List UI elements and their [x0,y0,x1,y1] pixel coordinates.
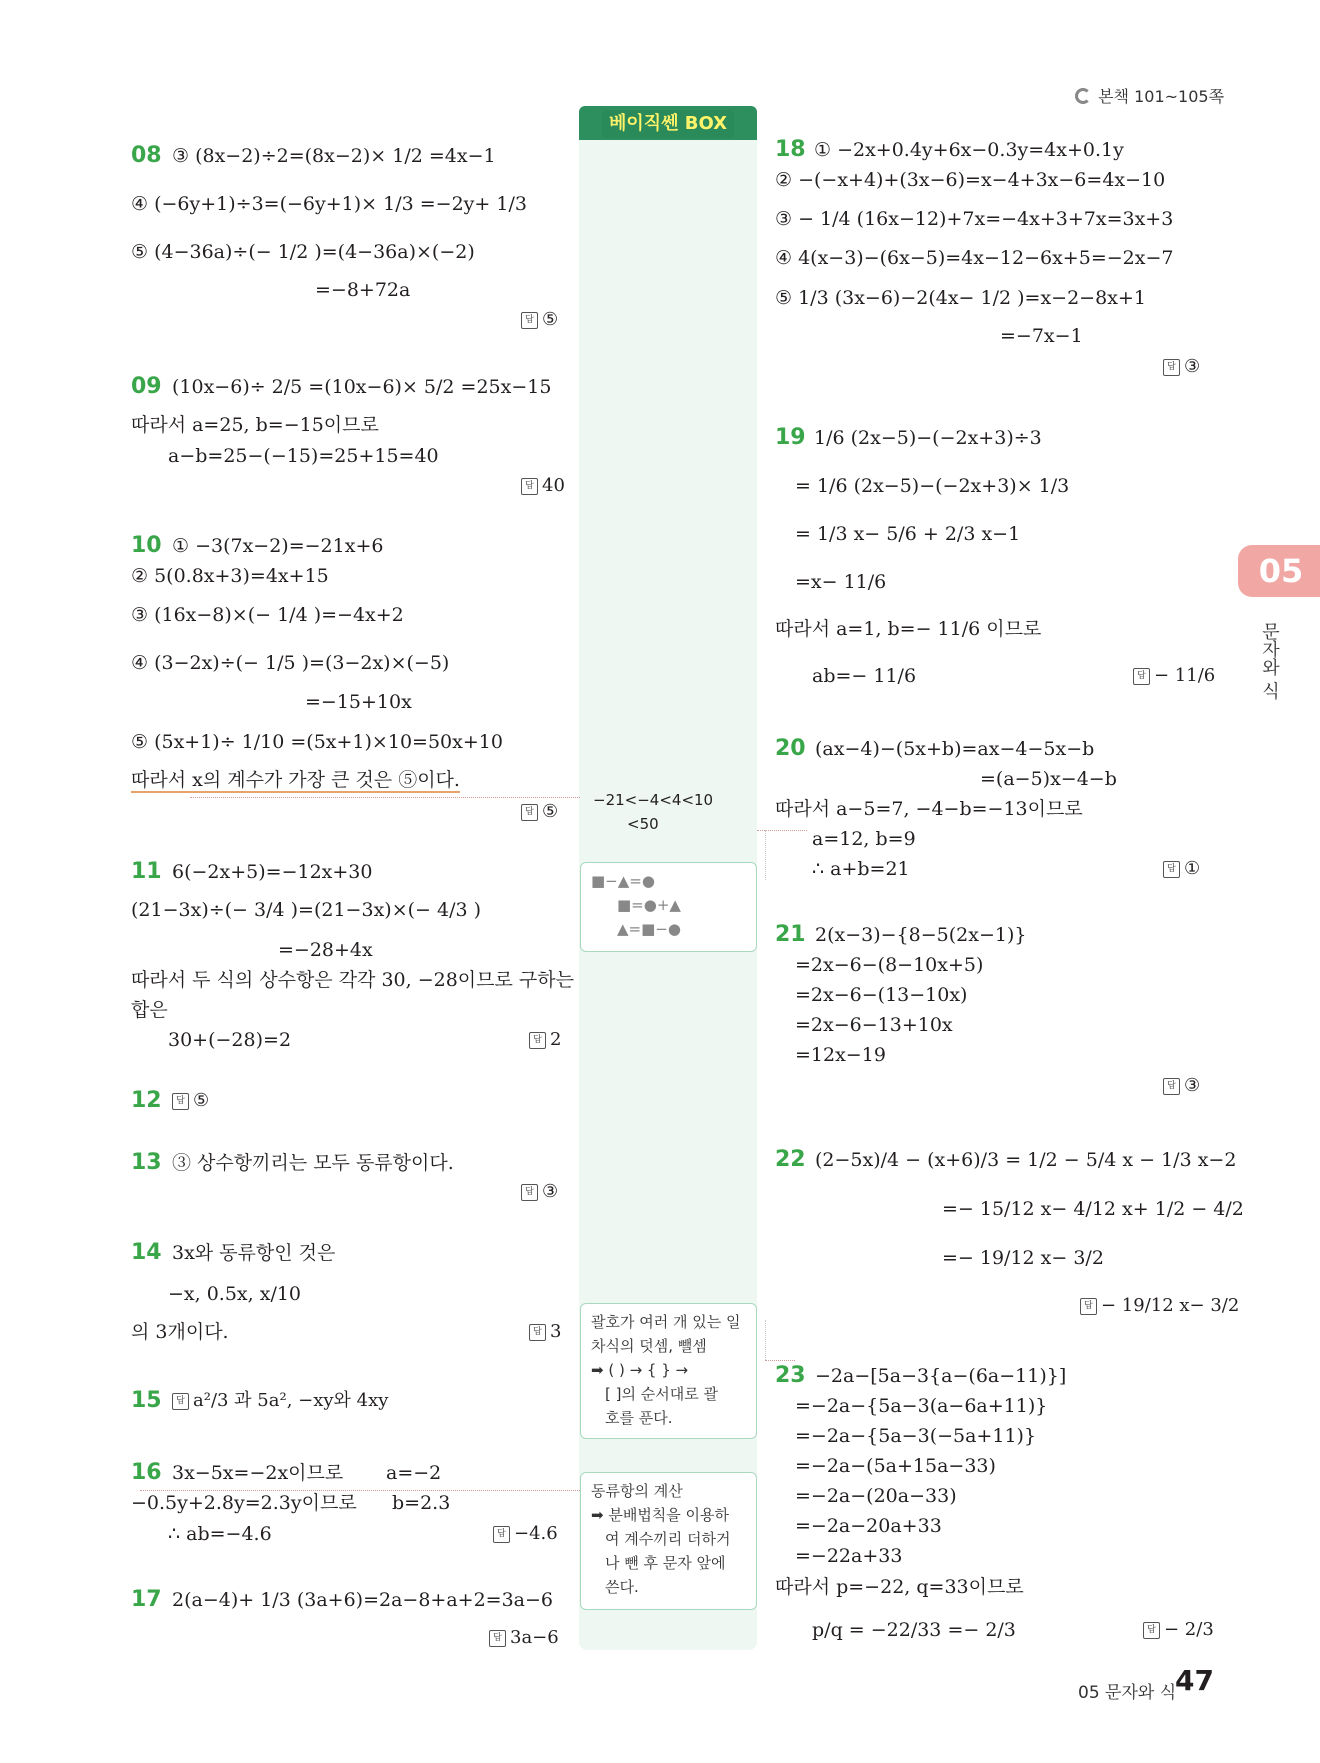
answer-mark-icon: 답 [493,1526,510,1543]
problem-22-answer-value: − 19/12 x− 3/2 [1101,1295,1240,1316]
chapter-tab: 05 [1238,545,1320,597]
problem-13-answer-value: ③ [542,1181,559,1202]
problem-14-number: 14 [131,1240,162,1265]
tip-brackets-line5: 호를 푼다. [605,1409,673,1427]
problem-21-line2: =2x−6−(8−10x+5) [795,954,984,976]
problem-19-line1: 1/6 (2x−5)−(−2x+3)÷3 [814,427,1042,449]
problem-14-line1: 3x와 동류항인 것은 [172,1242,336,1264]
answer-mark-icon: 답 [1143,1622,1160,1639]
page-reference [1075,84,1224,107]
problem-11-number: 11 [131,859,162,884]
problem-09-answer [521,474,565,498]
problem-09-number: 09 [131,374,162,399]
problem-10-line4: ④ (3−2x)÷(− 1/5 )=(3−2x)×(−5) [131,652,450,674]
problem-20-line2: =(a−5)x−4−b [980,768,1117,790]
problem-10-conclusion: 따라서 x의 계수가 가장 큰 것은 ⑤이다. [131,769,460,791]
problem-21-line1: 2(x−3)−{8−5(2x−1)} [815,924,1027,946]
problem-19-line4: =x− 11/6 [795,571,887,593]
tip-like-terms-line3: 여 계수끼리 더하거 [605,1530,731,1548]
problem-11-line1: 6(−2x+5)=−12x+30 [172,861,373,883]
box-rule-line3: ▲=■−● [617,920,681,938]
tip-brackets-line1: 괄호가 여러 개 있는 일 [591,1313,741,1331]
problem-14-answer [529,1320,561,1344]
problem-18-number: 18 [775,137,806,162]
problem-09-answer-value: 40 [542,475,565,496]
problem-16-line2a: −0.5y+2.8y=2.3y이므로 [131,1492,357,1514]
problem-08-line4: =−8+72a [315,279,411,301]
problem-22-line3: =− 19/12 x− 3/2 [942,1247,1104,1269]
problem-18-line2: ② −(−x+4)+(3x−6)=x−4+3x−6=4x−10 [775,169,1166,191]
problem-14-line2: −x, 0.5x, x/10 [168,1283,302,1305]
problem-21-line3: =2x−6−(13−10x) [795,984,968,1006]
connector-20-v [765,830,766,880]
answer-mark-icon: 답 [529,1324,546,1341]
problem-11-line2: (21−3x)÷(− 3/4 )=(21−3x)×(− 4/3 ) [131,899,482,921]
problem-08-answer [521,308,558,332]
problem-08-line2: ④ (−6y+1)÷3=(−6y+1)× 1/3 =−2y+ 1/3 [131,193,527,215]
answer-mark-icon: 답 [521,1184,538,1201]
problem-20-line3: 따라서 a−5=7, −4−b=−13이므로 [775,798,1083,820]
problem-13-number: 13 [131,1150,162,1175]
problem-23-answer [1143,1618,1214,1642]
problem-23-line5: =−2a−(20a−33) [795,1485,957,1507]
problem-21-line5: =12x−19 [795,1044,886,1066]
problem-10-number: 10 [131,533,162,558]
problem-10-line6: ⑤ (5x+1)÷ 1/10 =(5x+1)×10=50x+10 [131,731,503,753]
problem-08-number: 08 [131,143,162,168]
problem-10-line2: ② 5(0.8x+3)=4x+15 [131,565,329,587]
problem-08-answer-value: ⑤ [542,309,559,330]
problem-10-line7 [131,768,460,792]
tip-like-terms-line4: 나 뺀 후 문자 앞에 [605,1554,726,1572]
problem-23-answer-value: − 2/3 [1164,1619,1214,1640]
box-tip-like-terms [580,1472,757,1610]
problem-20-line4: a=12, b=9 [812,828,916,850]
problem-15-number: 15 [131,1388,162,1413]
problem-12-answer-value: ⑤ [193,1090,210,1111]
problem-19-answer-value: − 11/6 [1154,665,1216,686]
problem-21-answer [1163,1074,1200,1098]
problem-11-answer [529,1028,561,1052]
problem-10-line3: ③ (16x−8)×(− 1/4 )=−4x+2 [131,604,404,626]
problem-08-line1: ③ (8x−2)÷2=(8x−2)× 1/2 =4x−1 [172,145,496,167]
tip-brackets-line2: 차식의 덧셈, 뺄셈 [591,1337,707,1355]
answer-mark-icon: 답 [1163,359,1180,376]
connector-23-v [765,1320,766,1360]
problem-23-line8: 따라서 p=−22, q=33이므로 [775,1576,1024,1598]
problem-10-line5: =−15+10x [305,691,412,713]
problem-22-line2: =− 15/12 x− 4/12 x+ 1/2 − 4/2 [942,1198,1244,1220]
basic-box-title: 베이직쎈 BOX [602,110,734,138]
problem-19-number: 19 [775,425,806,450]
tip-like-terms-line1: 동류항의 계산 [591,1482,683,1500]
problem-18-line1: ① −2x+0.4y+6x−0.3y=4x+0.1y [814,139,1124,161]
problem-12-number: 12 [131,1088,162,1113]
problem-08-line3: ⑤ (4−36a)÷(− 1/2 )=(4−36a)×(−2) [131,241,475,263]
problem-23-line9: p/q = −22/33 =− 2/3 [812,1619,1016,1641]
answer-mark-icon: 답 [1163,1078,1180,1095]
answer-mark-icon: 답 [521,312,538,329]
problem-23-line6: =−2a−20a+33 [795,1515,942,1537]
problem-12-answer [172,1089,209,1113]
problem-21-line4: =2x−6−13+10x [795,1014,953,1036]
problem-19-line2: = 1/6 (2x−5)−(−2x+3)× 1/3 [795,475,1070,497]
problem-10-answer [521,800,558,824]
answer-mark-icon: 답 [529,1032,546,1049]
page-number: 47 [1175,1664,1214,1697]
box-rule-line1: ■−▲=● [591,872,655,890]
answer-mark-icon: 답 [172,1393,189,1410]
answer-mark-icon: 답 [1163,861,1180,878]
problem-23-line2: =−2a−{5a−3(a−6a+11)} [795,1395,1048,1417]
footer-chapter-label: 05 문자와 식 [1078,1683,1177,1703]
problem-16-number: 16 [131,1460,162,1485]
problem-20-answer [1163,857,1200,881]
answer-mark-icon: 답 [489,1630,506,1647]
answer-mark-icon: 답 [1133,668,1150,685]
problem-20-line5: ∴ a+b=21 [812,858,910,880]
box-inequality-note [593,788,713,836]
problem-11-line4: 따라서 두 식의 상수항은 각각 30, −28이므로 구하는 [131,969,574,991]
problem-22-line1: (2−5x)/4 − (x+6)/3 = 1/2 − 5/4 x − 1/3 x−2 [815,1149,1237,1171]
problem-16-line1b: a=−2 [386,1462,442,1484]
problem-17-number: 17 [131,1587,162,1612]
page-reference-text: 본책 101~105쪽 [1098,87,1225,106]
problem-20-number: 20 [775,736,806,761]
problem-17-line1: 2(a−4)+ 1/3 (3a+6)=2a−8+a+2=3a−6 [172,1589,554,1611]
problem-11-line6: 30+(−28)=2 [168,1029,292,1051]
problem-17-answer [489,1626,559,1650]
box-rule-card [580,862,757,952]
problem-09-line1: (10x−6)÷ 2/5 =(10x−6)× 5/2 =25x−15 [172,376,552,398]
chapter-side-title: 문자와 식 [1259,622,1280,700]
problem-19-line6: ab=− 11/6 [812,665,917,687]
problem-20-line1: (ax−4)−(5x+b)=ax−4−5x−b [815,738,1095,760]
problem-09-line3: a−b=25−(−15)=25+15=40 [168,445,439,467]
problem-15-answer [172,1389,388,1413]
tip-like-terms-line5: 쓴다. [605,1578,639,1596]
box-rule-line2: ■=●+▲ [617,896,681,914]
answer-mark-icon: 답 [521,804,538,821]
answer-mark-icon: 답 [1080,1298,1097,1315]
box-inequality-line1: −21<−4<4<10 [593,791,714,809]
box-tip-brackets [580,1303,757,1439]
problem-18-answer [1163,355,1200,379]
problem-16-answer [493,1522,558,1546]
problem-23-line1: −2a−[5a−3{a−(6a−11)}] [815,1365,1067,1387]
problem-16-line3: ∴ ab=−4.6 [168,1523,272,1545]
problem-22-number: 22 [775,1147,806,1172]
problem-18-line5: ⑤ 1/3 (3x−6)−2(4x− 1/2 )=x−2−8x+1 [775,287,1146,309]
problem-23-line7: =−22a+33 [795,1545,903,1567]
problem-11-line3: =−28+4x [278,939,373,961]
problem-19-line3: = 1/3 x− 5/6 + 2/3 x−1 [795,523,1021,545]
tip-brackets-line3: ➡ ( ) → { } → [591,1361,689,1379]
problem-16-line2b: b=2.3 [392,1492,451,1514]
problem-14-line3: 의 3개이다. [131,1321,229,1343]
problem-21-number: 21 [775,922,806,947]
tip-like-terms-line2: ➡ 분배법칙을 이용하 [591,1506,730,1524]
problem-18-line6: =−7x−1 [1000,325,1083,347]
problem-09-line2: 따라서 a=25, b=−15이므로 [131,414,379,436]
box-inequality-line2: <50 [627,815,659,833]
problem-18-line3: ③ − 1/4 (16x−12)+7x=−4x+3+7x=3x+3 [775,208,1174,230]
problem-19-line5: 따라서 a=1, b=− 11/6 이므로 [775,618,1042,640]
problem-23-number: 23 [775,1363,806,1388]
problem-18-line4: ④ 4(x−3)−(6x−5)=4x−12−6x+5=−2x−7 [775,247,1174,269]
problem-22-answer [1080,1294,1239,1318]
problem-13-line1: ③ 상수항끼리는 모두 동류항이다. [172,1152,454,1174]
problem-10-line1: ① −3(7x−2)=−21x+6 [172,535,384,557]
problem-16-line1a: 3x−5x=−2x이므로 [172,1462,344,1484]
problem-10-answer-value: ⑤ [542,801,559,822]
problem-14-answer-value: 3 [550,1321,562,1342]
problem-20-answer-value: ① [1184,858,1201,879]
problem-11-answer-value: 2 [550,1029,562,1050]
problem-19-answer [1133,664,1215,688]
problem-23-line4: =−2a−(5a+15a−33) [795,1455,996,1477]
connector-23 [765,1360,795,1361]
problem-23-line3: =−2a−{5a−3(−5a+11)} [795,1425,1037,1447]
problem-16-answer-value: −4.6 [514,1523,558,1544]
answer-mark-icon: 답 [521,478,538,495]
tip-brackets-line4: [ ]의 순서대로 괄 [605,1385,718,1403]
problem-17-answer-value: 3a−6 [510,1627,559,1648]
answer-mark-icon: 답 [172,1093,189,1110]
problem-18-answer-value: ③ [1184,356,1201,377]
problem-11-line5: 합은 [131,999,168,1021]
connector-10 [190,797,580,798]
problem-21-answer-value: ③ [1184,1075,1201,1096]
book-icon [1075,88,1091,104]
problem-13-answer [521,1180,558,1204]
problem-15-answer-value: a²/3 과 5a², −xy와 4xy [193,1390,389,1411]
